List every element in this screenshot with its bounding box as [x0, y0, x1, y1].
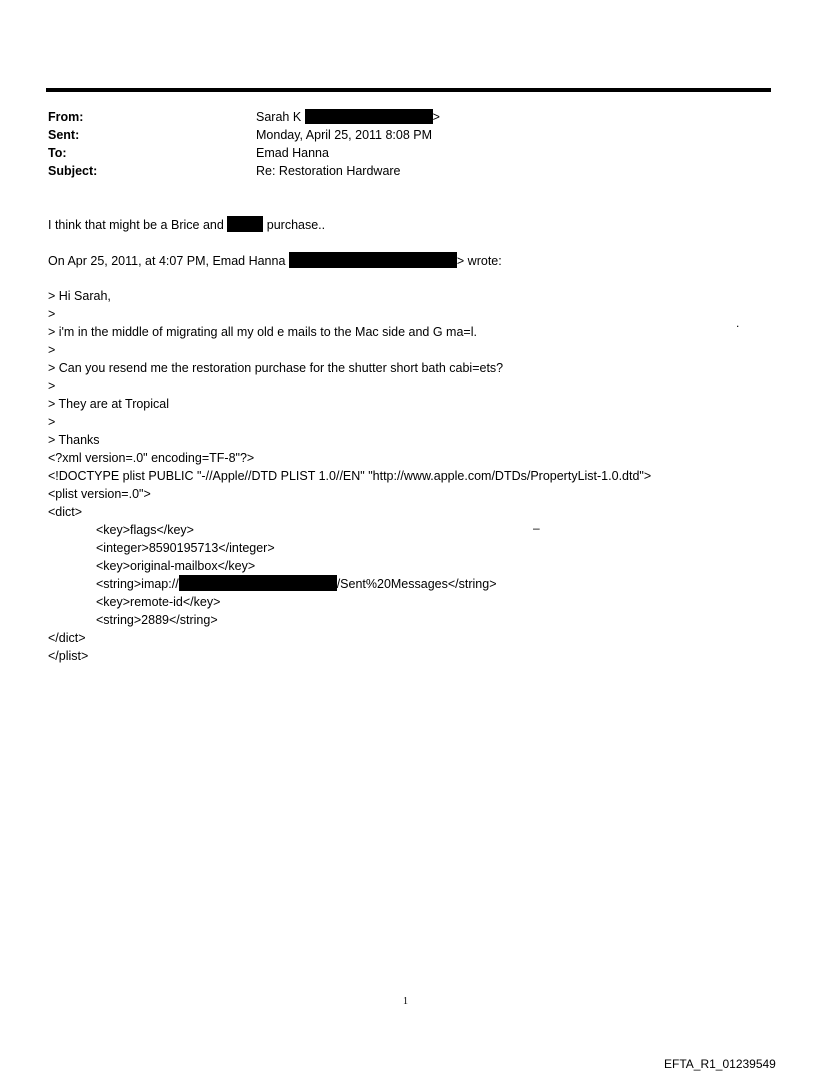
redaction-box	[289, 252, 457, 268]
to-label: To:	[48, 146, 67, 160]
plist-line: <dict>	[48, 505, 83, 519]
subject-value: Re: Restoration Hardware	[256, 164, 401, 178]
from-value	[256, 108, 440, 126]
plist-line: <?xml version=.0" encoding=TF-8"?>	[48, 451, 255, 465]
imap-suffix: /Sent%20Messages</string>	[336, 577, 497, 591]
plist-inner-line: <key>remote-id</key>	[96, 595, 221, 609]
reply-line	[48, 216, 325, 234]
quoted-line: > They are at Tropical	[48, 397, 170, 411]
header-rule	[46, 88, 771, 92]
to-value: Emad Hanna	[256, 146, 329, 160]
imap-prefix: <string>imap://	[96, 577, 179, 591]
bates-number: EFTA_R1_01239549	[664, 1057, 776, 1071]
quote-intro-end: > wrote:	[456, 254, 502, 268]
quoted-line: > Hi Sarah,	[48, 289, 111, 303]
stray-dot-mark: .	[736, 316, 740, 330]
quoted-line: > Thanks	[48, 433, 100, 447]
subject-label: Subject:	[48, 164, 98, 178]
from-close-bracket: >	[432, 110, 440, 124]
quote-intro-line	[48, 252, 502, 270]
redaction-box	[227, 216, 263, 232]
plist-line: <!DOCTYPE plist PUBLIC "-//Apple//DTD PLIST 1.0//EN" "http://www.apple.com/DTDs/PropertyList-1.0.dtd">	[48, 469, 652, 483]
plist-inner-line: <key>flags</key>	[96, 523, 194, 537]
plist-inner-line: <key>original-mailbox</key>	[96, 559, 256, 573]
from-label: From:	[48, 110, 84, 124]
from-name: Sarah K	[256, 110, 302, 124]
reply-text-start: I think that might be a Brice and	[48, 218, 224, 232]
page-number: 1	[403, 996, 408, 1007]
quoted-line: > Can you resend me the restoration purchase for the shutter short bath cabi=ets?	[48, 361, 504, 375]
quoted-line: > i'm in the middle of migrating all my old e mails to the Mac side and G ma=l.	[48, 325, 477, 339]
quoted-line: >	[48, 343, 56, 357]
sent-value: Monday, April 25, 2011 8:08 PM	[256, 128, 433, 142]
quoted-line: >	[48, 415, 56, 429]
reply-text-end: purchase..	[263, 218, 326, 232]
plist-inner-line: <integer>8590195713</integer>	[96, 541, 275, 555]
plist-line: <plist version=.0">	[48, 487, 151, 501]
plist-inner-line: <string>2889</string>	[96, 613, 218, 627]
stray-dash-mark: –	[533, 521, 540, 535]
plist-close-line: </plist>	[48, 649, 89, 663]
plist-close-line: </dict>	[48, 631, 86, 645]
quote-intro-text: On Apr 25, 2011, at 4:07 PM, Emad Hanna	[48, 254, 286, 268]
quoted-line: >	[48, 379, 56, 393]
redaction-box	[305, 109, 433, 124]
quoted-line: >	[48, 307, 56, 321]
redaction-box	[179, 575, 337, 591]
sent-label: Sent:	[48, 128, 80, 142]
plist-inner-line	[96, 575, 497, 593]
